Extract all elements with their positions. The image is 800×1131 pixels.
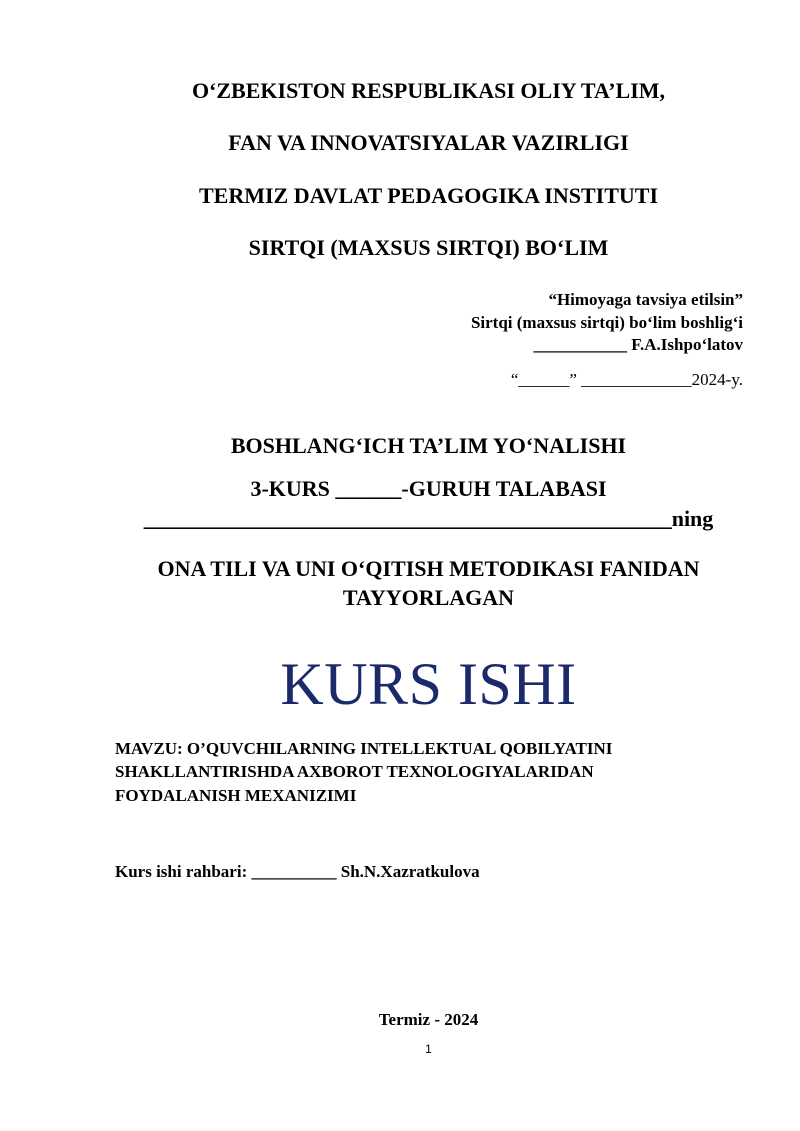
page-number: 1 [425, 1042, 432, 1056]
topic-line-2: SHAKLLANTIRISHDA AXBOROT TEXNOLOGIYALARIDAN [115, 762, 594, 781]
approval-line-2: Sirtqi (maxsus sirtqi) bo‘lim boshlig‘i [470, 313, 743, 332]
approval-line-1: “Himoyaga tavsiya etilsin” [548, 290, 743, 309]
place-year: Termiz - 2024 [378, 1010, 479, 1029]
supervisor-line: Kurs ishi rahbari: __________ Sh.N.Xazratkulova [115, 862, 480, 881]
approval-signature: ___________ F.A.Ishpo‘latov [533, 335, 743, 354]
approval-date: “______” _____________2024-y. [510, 370, 743, 389]
department-name: SIRTQI (MAXSUS SIRTQI) BO‘LIM [248, 235, 609, 260]
student-name-line: ________________________________________________ning [143, 506, 714, 531]
topic-line-3: FOYDALANISH MEXANIZIMI [115, 786, 357, 805]
ministry-line-1: O‘ZBEKISTON RESPUBLIKASI OLIY TA’LIM, [191, 78, 666, 103]
subject-line-2: TAYYORLAGAN [342, 585, 515, 610]
ministry-line-2: FAN VA INNOVATSIYALAR VAZIRLIGI [228, 130, 629, 155]
document-title: KURS ISHI [280, 651, 577, 717]
subject-line-1: ONA TILI VA UNI O‘QITISH METODIKASI FANIDAN [157, 556, 700, 581]
topic-line-1: MAVZU: O’QUVCHILARNING INTELLEKTUAL QOBILYATINI [115, 739, 613, 758]
course-group: 3-KURS ______-GURUH TALABASI [250, 476, 607, 501]
study-direction: BOSHLANG‘ICH TA’LIM YO‘NALISHI [230, 433, 627, 458]
institute-name: TERMIZ DAVLAT PEDAGOGIKA INSTITUTI [198, 183, 659, 208]
